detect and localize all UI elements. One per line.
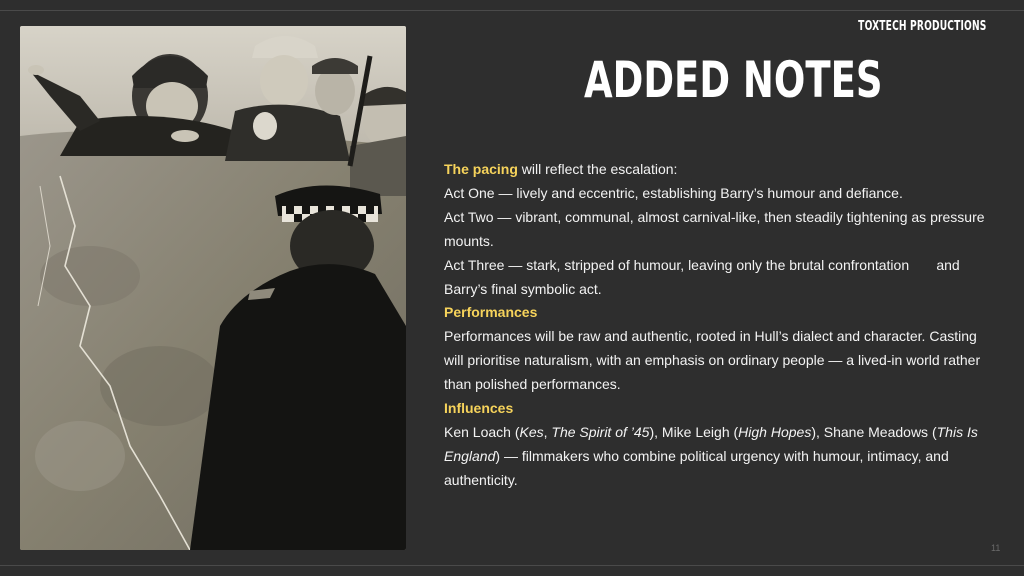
performances-text: Performances will be raw and authentic, rooted in Hull’s dialect and character. Casting will prioritise naturalism, with an emphasis on ordinary people — a lived-in world rather than polished performances.: [444, 328, 981, 393]
act-one-text: Act One — lively and eccentric, establishing Barry’s humour and defiance.: [444, 184, 903, 201]
influences-text-part: ,: [543, 423, 552, 440]
influences-text-part: Ken Loach (: [444, 423, 520, 440]
notes-body: [444, 158, 992, 493]
influences-text-part: ), Mike Leigh (: [649, 423, 739, 440]
film-title: Kes: [519, 423, 544, 440]
top-divider: [0, 10, 1024, 11]
pacing-intro-text: will reflect the escalation:: [517, 161, 678, 177]
act-three-text: Act Three — stark, stripped of humour, leaving only the brutal confrontation and Barry’s final symbolic act.: [444, 256, 964, 297]
archival-photo: [20, 26, 406, 550]
performances-heading: Performances: [444, 304, 538, 321]
bottom-divider: [0, 565, 1024, 566]
slide-title: ADDED NOTES: [584, 51, 883, 109]
pacing-heading: The pacing: [444, 161, 518, 177]
influences-text-part: ), Shane Meadows (: [811, 423, 937, 440]
film-title: The Spirit of ’45: [551, 423, 650, 440]
pacing-intro: [444, 158, 992, 182]
film-title: High Hopes: [738, 423, 812, 440]
photo-illustration: [20, 26, 406, 550]
influences-heading: Influences: [444, 400, 514, 417]
influences-text-part: ) — filmmakers who combine political urgency with humour, intimacy, and authenticity.: [444, 447, 949, 488]
brand-label: TOXTECH PRODUCTIONS: [857, 19, 986, 34]
influences-text: [444, 421, 992, 493]
act-two-text: Act Two — vibrant, communal, almost carnival-like, then steadily tightening as pressure mounts.: [444, 208, 985, 249]
film-title: This Is England: [444, 423, 978, 464]
page-number: 11: [991, 543, 1001, 553]
